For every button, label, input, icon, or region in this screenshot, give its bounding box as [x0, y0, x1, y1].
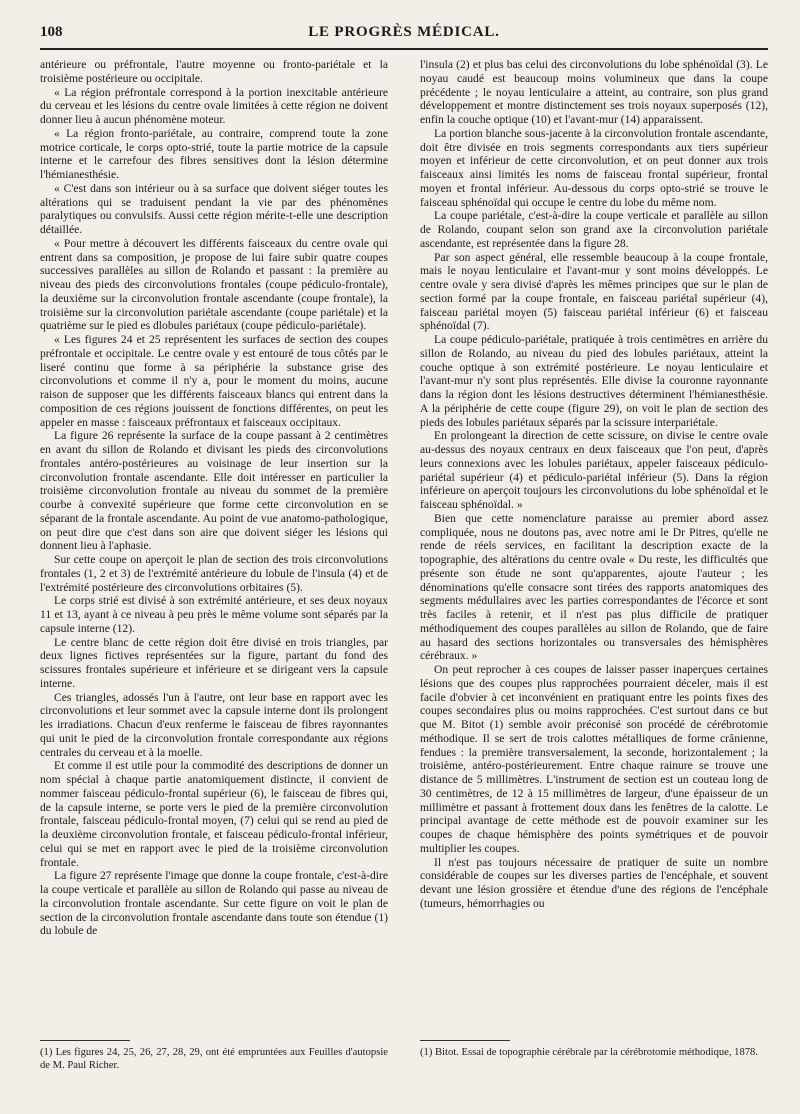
left-column — [40, 58, 388, 1038]
paragraph: Ces triangles, adossés l'un à l'autre, ont leur base en rapport avec les circonvolutions et leur sommet avec la capsule interne dont ils prolongent les irradiations. Chacun d'eux renferme le faisceau de fibres rayonnantes qui unit le pied de la circonvolution frontale correspondante aux régions centrales du cerveau et à la moelle. — [40, 690, 388, 759]
paragraph: antérieure ou préfrontale, l'autre moyenne ou fronto-pariétale et la troisième postérieure ou occipitale. — [40, 58, 388, 85]
paragraph: La portion blanche sous-jacente à la circonvolution frontale ascendante, doit être divisée en trois segments correspondants aux tiers supérieur moyen et inférieur de cette circonvolution, et on peut donner aux trois faisceaux ainsi limités les noms de faisceau frontal supérieur, frontal moyen et frontal inférieur. Au-dessous du corps opto-strié se trouve le faisceau sphénoïdal qui occupe le centre du lobe du même nom. — [420, 126, 768, 209]
paragraph: Par son aspect général, elle ressemble beaucoup à la coupe frontale, mais le noyau lenticulaire et l'avant-mur y sont moins développés. Le centre ovale y sera divisé d'après les mêmes principes que sur le plan de section formé par la coupe frontale, en faisceau pariétal supérieur (4), faisceau pariétal moyen (5) faisceau pariétal inférieur (6) et faisceau sphénoïdal (7). — [420, 250, 768, 333]
paragraph: Bien que cette nomenclature paraisse au premier abord assez compliquée, nous ne doutons pas, avec notre ami le Dr Pitres, qu'elle ne rende de réels services, en facilitant la description exacte de la topographie, des altérations du centre ovale « Du reste, les difficultés que présente son étude ne sont qu'apparentes, ajoute l'auteur ; les dénominations qu'elle consacre sont tirées des rapports anatomiques des segments médullaires avec les parties correspondantes de l'écorce et sont très faciles à retenir, et il n'est pas plus difficile de pratiquer méthodiquement des coupes parallèles au sillon de Rolando, que de faire au hasard des sections horizontales ou transversales des hémisphères cérébraux. » — [420, 511, 768, 663]
paragraph: « C'est dans son intérieur ou à sa surface que doivent siéger toutes les altérations qui se traduisent pendant la vie par des phénomènes paralytiques ou convulsifs. Aussi cette région mérite-t-elle une description détaillée. — [40, 181, 388, 236]
paragraph: La figure 27 représente l'image que donne la coupe frontale, c'est-à-dire la coupe verticale et parallèle au sillon de Rolando qui passe au niveau de la circonvolution frontale ascendante. Sur cette figure on voit le plan de section de la circonvolution frontale ascendante dans toute son étendue (1) du lobule de — [40, 869, 388, 938]
paragraph: La coupe pédiculo-pariétale, pratiquée à trois centimètres en arrière du sillon de Rolando, au niveau du pied des lobules pariétaux, atteint la couche optique à son extrémité postérieure. Le noyau lenticulaire et l'avant-mur n'y sont plus représentés. Elle divise la couronne rayonnante dans la région dont les lésions destructives déterminent l'hémianesthésie. A la périphérie de cette coupe (figure 29), on voit le plan de section des pieds des lobules pariétaux séparés par la scissure interpariétale. — [420, 333, 768, 429]
header-rule — [40, 48, 768, 50]
paragraph: Le centre blanc de cette région doit être divisé en trois triangles, par deux lignes fictives représentées sur la figure, partant du fond des scissures frontales supérieure et inférieure et se dirigeant vers la capsule interne. — [40, 635, 388, 690]
paragraph: l'insula (2) et plus bas celui des circonvolutions du lobe sphénoïdal (3). Le noyau caudé est beaucoup moins volumineux que dans la coupe précédente ; le noyau lenticulaire a atteint, au contraire, son plus grand développement et montre distinctement ses trois noyaux superposés (12), enfin la couche optique (10) et l'avant-mur (14) apparaissent. — [420, 58, 768, 126]
paragraph: Et comme il est utile pour la commodité des descriptions de donner un nom spécial à chaque partie anatomiquement distincte, il convient de nommer faisceau pédiculo-frontal supérieur (6), le faisceau de fibres qui, de la capsule interne, se porte vers le pied de la première circonvolution frontale, faisceau pédiculo-frontal moyen, (7) celui qui se rend au pied de la deuxième circonvolution frontale, et faisceau pédiculo-frontal inférieur, celui qui se met en rapport avec le pied de la troisième circonvolution frontale. — [40, 759, 388, 869]
paragraph: Le corps strié est divisé à son extrémité antérieure, et ses deux noyaux 11 et 13, ayant à ce niveau à peu près le même volume sont séparés par la capsule interne (12). — [40, 594, 388, 635]
right-column — [420, 58, 768, 1038]
paragraph: La figure 26 représente la surface de la coupe passant à 2 centimètres en avant du sillon de Rolando et divisant les pieds des circonvolutions frontales antéro-postérieures au voisinage de leur insertion sur la circonvolution frontale ascendante. Elle doit intéresser en particulier la troisième circonvolution frontale au niveau du sommet de la première courbe à convexité supérieure que forme cette circonvolution en se séparant de la frontale ascendante. Au point de vue anatomo-pathologique, on peut dire que c'est dans son aire que doivent siéger les lésions qui donnent lieu à l'aphasie. — [40, 429, 388, 553]
footnote-rule — [420, 1040, 510, 1041]
page-number: 108 — [40, 24, 63, 40]
paragraph: En prolongeant la direction de cette scissure, on divise le centre ovale au-dessus des noyaux centraux en deux faisceaux que l'on peut, d'après leurs connexions avec les lobules pariétaux, appeler faisceaux pédiculo-pariétal supérieur (4) et pédiculo-pariétal inférieur (5). Dans la région inférieure on aperçoit toujours les circonvolutions du lobe sphénoïdal et le faisceau sphénoïdal. » — [420, 429, 768, 511]
paragraph: « Pour mettre à découvert les différents faisceaux du centre ovale qui entrent dans sa composition, je propose de lui faire subir quatre coupes successives parallèles au sillon de Rolando et passant : la première au niveau des pieds des circonvolutions frontales (coupe pédiculo-frontale), la deuxième sur la circonvolution frontale ascendante (coupe frontale), la troisième sur la circonvolution pariétale ascendante (coupe pariétale) et la quatrième sur le pied es dlobules pariétaux (coupe pédiculo-pariétale). — [40, 236, 388, 333]
footnote-rule — [40, 1040, 130, 1041]
paragraph: On peut reprocher à ces coupes de laisser passer inaperçues certaines lésions que des coupes plus rapprochées pourraient déceler, mais il est facile d'obvier à cet inconvénient en pratiquant entre les points fixes des coupes secondaires plus ou moins rapprochées. C'est surtout dans ce but que M. Bitot (1) semble avoir préconisé son procédé de cérébrotomie méthodique. Il se sert de trois calottes métalliques de forme crânienne, fendues : la première transversalement, la seconde, horizontalement ; la troisième, antéro-postérieurement. Entre chaque rainure se trouve une distance de 5 millimètres. L'instrument de section est un couteau long de 30 centimètres, de 12 à 15 millimètres de largeur, d'une épaisseur de un millimètre et passant à frottement doux dans les fenêtres de la calotte. Le principal avantage de cette méthode est de pouvoir examiner sur les coupes de chaque hémisphère des points symétriques et de pouvoir multiplier les coupes. — [420, 663, 768, 855]
paragraph: Il n'est pas toujours nécessaire de pratiquer de suite un nombre considérable de coupes sur les diverses parties de l'encéphale, et souvent devant une lésion grossière et étendue d'une des régions de l'encéphale (tumeurs, hémorrhagies ou — [420, 855, 768, 910]
paragraph: « La région fronto-pariétale, au contraire, comprend toute la zone motrice corticale, le corps opto-strié, toute la partie motrice de la capsule interne et le carrefour des fibres sensitives dont la lésion détermine l'hémianesthésie. — [40, 126, 388, 181]
running-title: LE PROGRÈS MÉDICAL. — [308, 24, 500, 40]
paragraph: « La région préfrontale correspond à la portion inexcitable antérieure du cerveau et les lésions du centre ovale limitées à cette région ne doivent donner lieu à aucun phénomène moteur. — [40, 85, 388, 126]
footnote: (1) Les figures 24, 25, 26, 27, 28, 29, ont été empruntées aux Feuilles d'autopsie de M. Paul Richer. — [40, 1047, 388, 1071]
page-header — [40, 24, 768, 44]
paragraph: « Les figures 24 et 25 représentent les surfaces de section des coupes préfrontale et occipitale. Le centre ovale y est entouré de tous côtés par le liseré continu que forme à sa périphérie la substance grise des circonvolutions et comme il n'y a, pour le moment du moins, aucune raison de supposer que les différents faisceaux blancs qui entrent dans la composition de ces régions jouissent de fonctions différentes, on peut les appeler en masse : faisceaux préfrontaux et faisceaux occipitaux. — [40, 333, 388, 429]
paragraph: Sur cette coupe on aperçoit le plan de section des trois circonvolutions frontales (1, 2 et 3) de l'extrémité antérieure du lobule de l'insula (4) et de l'extrémité postérieure des circonvolutions orbitaires (5). — [40, 553, 388, 594]
paragraph: La coupe pariétale, c'est-à-dire la coupe verticale et parallèle au sillon de Rolando, coupant selon son grand axe la circonvolution pariétale ascendante, est représentée dans la figure 28. — [420, 209, 768, 250]
footnote: (1) Bitot. Essai de topographie cérébrale par la cérébrotomie méthodique, 1878. — [420, 1047, 758, 1058]
